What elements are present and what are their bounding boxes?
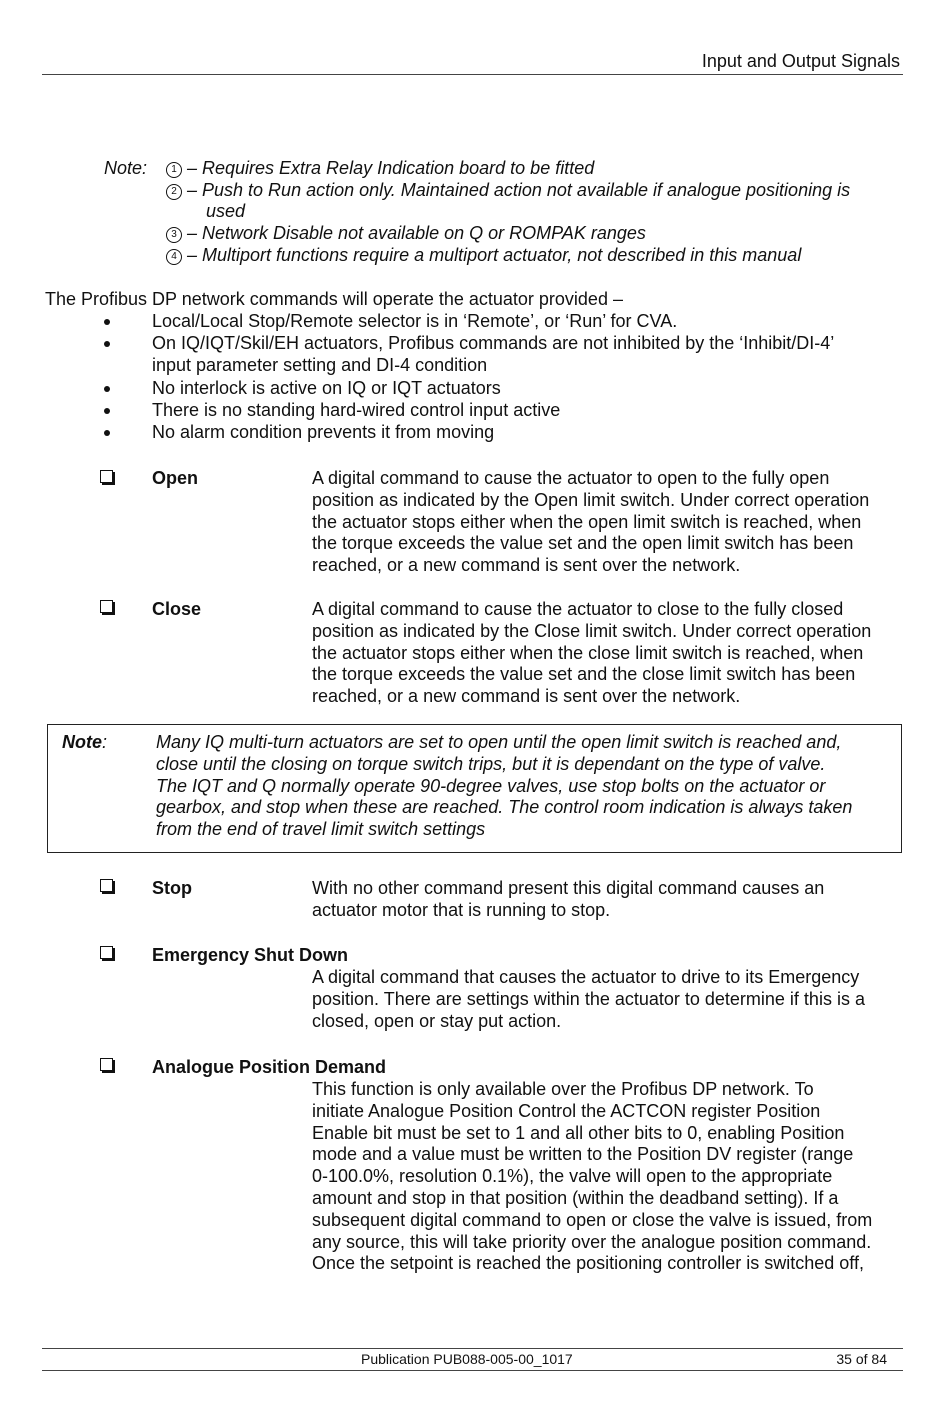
checkbox-bullet-icon [100,600,113,613]
note-item-1 [166,158,594,180]
circled-number-3-icon: 3 [166,227,182,243]
note-item-4 [166,245,801,267]
term-open: Open [152,468,199,488]
bullet-item-continuation: input parameter setting and DI-4 condition [152,355,488,375]
notes-label: Note: [104,158,148,178]
note-item-3 [166,223,646,245]
bullet-icon [104,319,110,325]
stop-description: With no other command present this digital command causes an actuator motor that is running to stop. [312,878,825,920]
apd-description: This function is only available over the Profibus DP network. To initiate Analogue Position Control the ACTCON register Position Enable bit must be set to 1 and all other bits to 0, enabling Position mode and a value must be written to the Position DV register (range 0-100.0%, resolution 0.1%), the valve will open to the appropriate amount and stop in that position (within the deadband setting). If a subsequent digital command to open or close the valve is issued, from any source, this will take priority over the analogue position command. Once the setpoint is reached the positioning controller is switched off, [312,1079,873,1274]
note-item-text: – Requires Extra Relay Indication board to be fitted [187,158,595,178]
checkbox-bullet-icon [100,879,113,892]
esd-description: A digital command that causes the actuator to drive to its Emergency position. There are settings within the actuator to determine if this is a closed, open or stay put action. [312,967,865,1031]
term-stop: Stop [152,878,192,898]
footer-rule-bottom [42,1370,903,1371]
note-item-text: – Network Disable not available on Q or ROMPAK ranges [187,223,646,243]
header-title: Input and Output Signals [701,51,900,71]
bullet-icon [104,386,110,392]
circled-number-4-icon: 4 [166,249,182,265]
note-item-text: – Multiport functions require a multiport actuator, not described in this manual [187,245,802,265]
footer-publication: Publication PUB088-005-00_1017 [361,1351,573,1367]
bullet-item: There is no standing hard-wired control input active [152,400,561,420]
intro-paragraph: The Profibus DP network commands will operate the actuator provided – [45,289,623,309]
bullet-item: On IQ/IQT/Skil/EH actuators, Profibus commands are not inhibited by the ‘Inhibit/DI-4’ [152,333,835,353]
note-item-2-continuation: used [206,201,246,221]
boxed-note-label: Note: [62,732,108,752]
checkbox-bullet-icon [100,470,113,483]
term-emergency-shut-down: Emergency Shut Down [152,945,349,965]
circled-number-1-icon: 1 [166,162,182,178]
bullet-item: No alarm condition prevents it from moving [152,422,495,442]
boxed-note-text: Many IQ multi-turn actuators are set to open until the open limit switch is reached and, close until the closing on torque switch trips, but it is dependant on the type of valve. The IQT and Q normally operate 90-degree valves, use stop bolts on the actuator or gearbox, and stop when these are reached. The control room indication is always taken from the end of travel limit switch settings [156,732,853,840]
checkbox-bullet-icon [100,946,113,959]
bullet-icon [104,430,110,436]
circled-number-2-icon: 2 [166,184,182,200]
bullet-icon [104,341,110,347]
close-description: A digital command to cause the actuator to close to the fully closed position as indicated by the Close limit switch. Under correct operation the actuator stops either when the close limit switch is reached, when the torque exceeds the value set and the close limit switch has been reached, or a new command is sent over the network. [312,599,872,707]
bullet-item: No interlock is active on IQ or IQT actuators [152,378,501,398]
checkbox-bullet-icon [100,1058,113,1071]
note-item-text: – Push to Run action only. Maintained action not available if analogue positioning is [187,180,851,200]
note-item-2 [166,180,850,202]
footer-rule-top [42,1348,903,1349]
bullet-item: Local/Local Stop/Remote selector is in ‘Remote’, or ‘Run’ for CVA. [152,311,678,331]
term-close: Close [152,599,202,619]
bullet-icon [104,408,110,414]
footer-page-number: 35 of 84 [836,1351,887,1367]
header-rule [42,74,903,75]
term-analogue-position-demand: Analogue Position Demand [152,1057,387,1077]
open-description: A digital command to cause the actuator to open to the fully open position as indicated by the Open limit switch. Under correct operation the actuator stops either when the open limit switch is reached, when the torque exceeds the value set and the open limit switch has been reached, or a new command is sent over the network. [312,468,870,576]
